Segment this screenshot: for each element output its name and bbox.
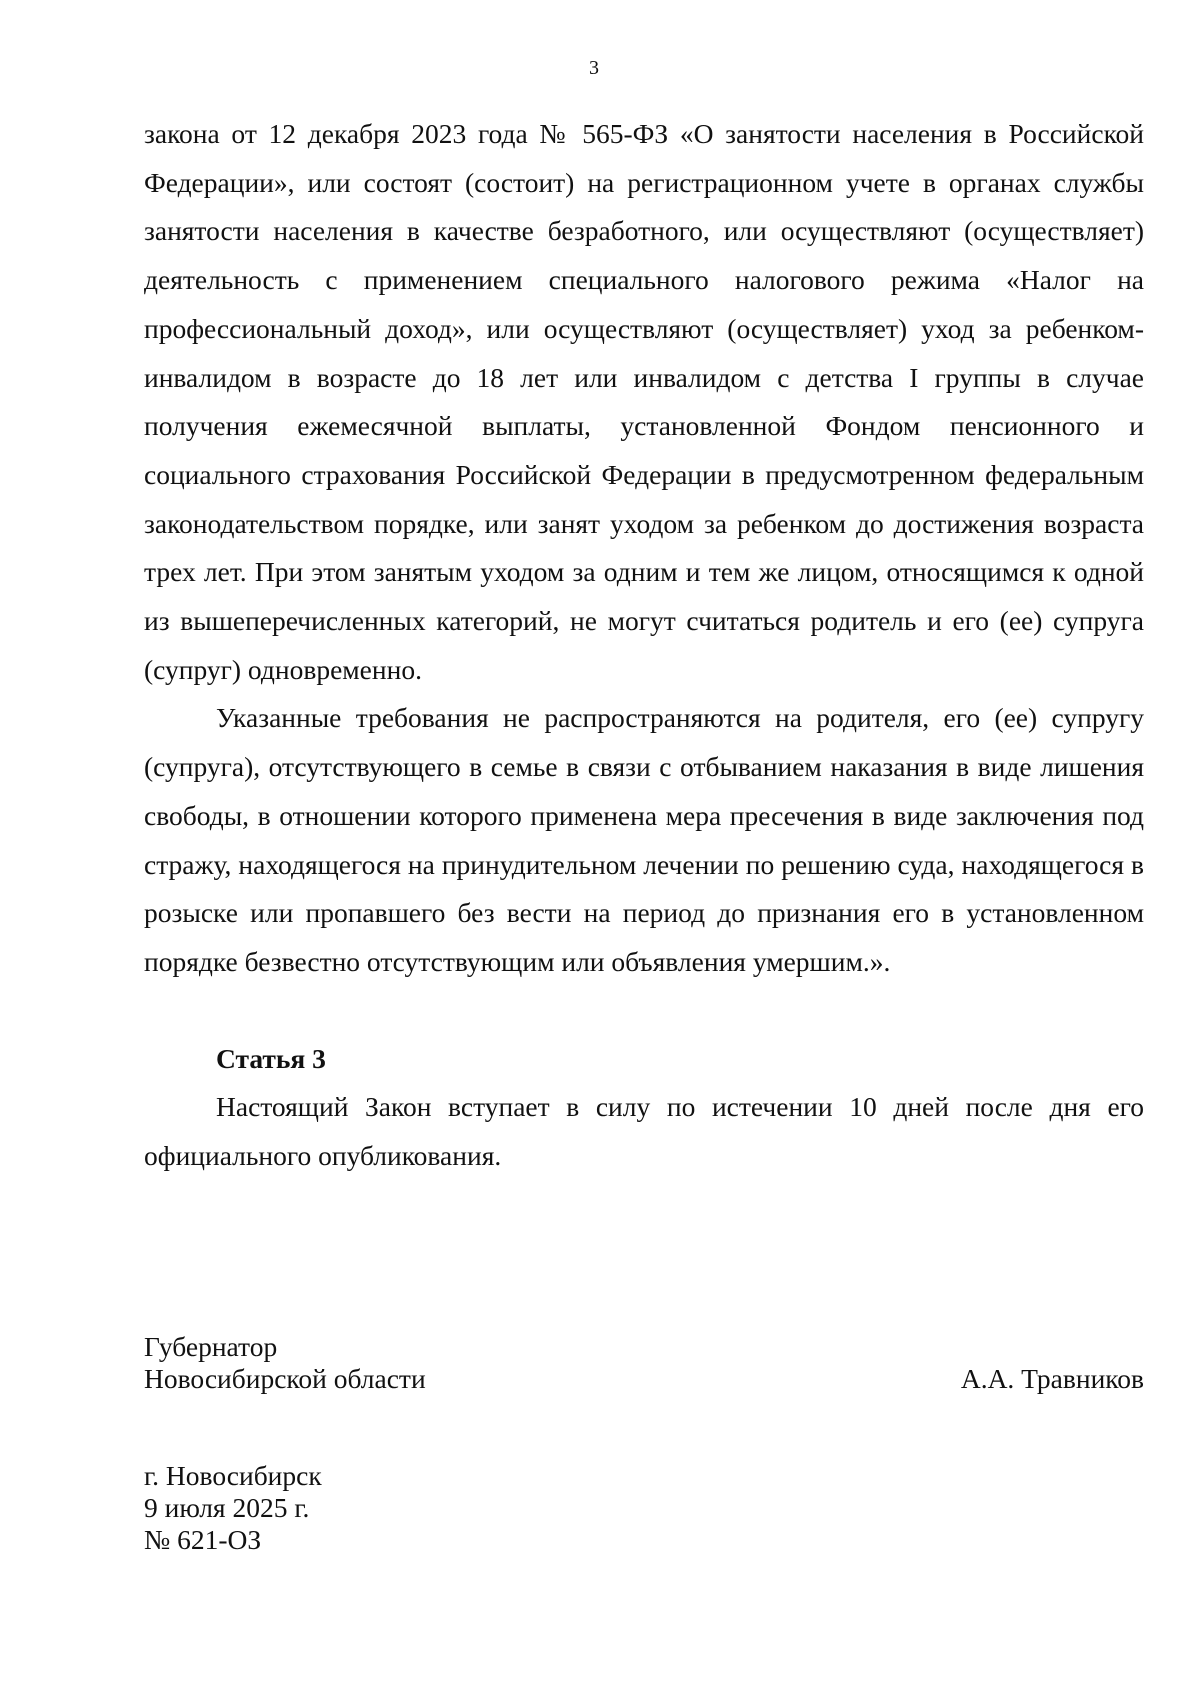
law-number-line: № 621-ОЗ — [144, 1524, 262, 1555]
article-text: Настоящий Закон вступает в силу по истечении 10 дней после дня его официального опубликования. — [144, 1091, 1144, 1172]
signatory-title-line2: Новосибирской области — [144, 1363, 426, 1394]
paragraph-requirements-exception: Указанные требования не распространяются на родителя, его (ее) супругу (супруга), отсутствующего в семье в связи с отбыванием наказания в виде лишения свободы, в отношении которого применена мера пресечения в виде заключения под стражу, находящегося на принудительном лечении по решению суда, находящегося в розыске или пропавшего без вести на период до признания его в установленном порядке безвестно отсутствующим или объявления умершим.». — [144, 702, 1144, 977]
signature-block — [144, 1331, 1144, 1395]
page-number: 3 — [589, 57, 599, 79]
article-heading: Статья 3 — [216, 1042, 326, 1074]
city-line: г. Новосибирск — [144, 1460, 322, 1491]
place-date-number-block — [144, 1460, 322, 1556]
paragraph-continuation: закона от 12 декабря 2023 года № 565-ФЗ «О занятости населения в Российской Федерации», или состоят (состоит) на регистрационном учете в органах службы занятости населения в качестве безработного, или осуществляют (осуществляет) деятельность с применением специального налогового режима «Налог на профессиональный доход», или осуществляют (осуществляет) уход за ребенком-инвалидом в возрасте до 18 лет или инвалидом с детства I группы в случае получения ежемесячной выплаты, установленной Фондом пенсионного и социального страхования Российской Федерации в предусмотренном федеральным законодательством порядке, или занят уходом за ребенком до достижения возраста трех лет. При этом занятым уходом за одним и тем же лицом, относящимся к одной из вышеперечисленных категорий, не могут считаться родитель и его (ее) супруга (супруг) одновременно. — [144, 118, 1144, 685]
document-body — [144, 110, 1144, 1181]
signature-row — [144, 1363, 1144, 1395]
signatory-name: А.А. Травников — [960, 1363, 1144, 1394]
date-line: 9 июля 2025 г. — [144, 1492, 310, 1523]
signatory-title-line1: Губернатор — [144, 1331, 278, 1362]
